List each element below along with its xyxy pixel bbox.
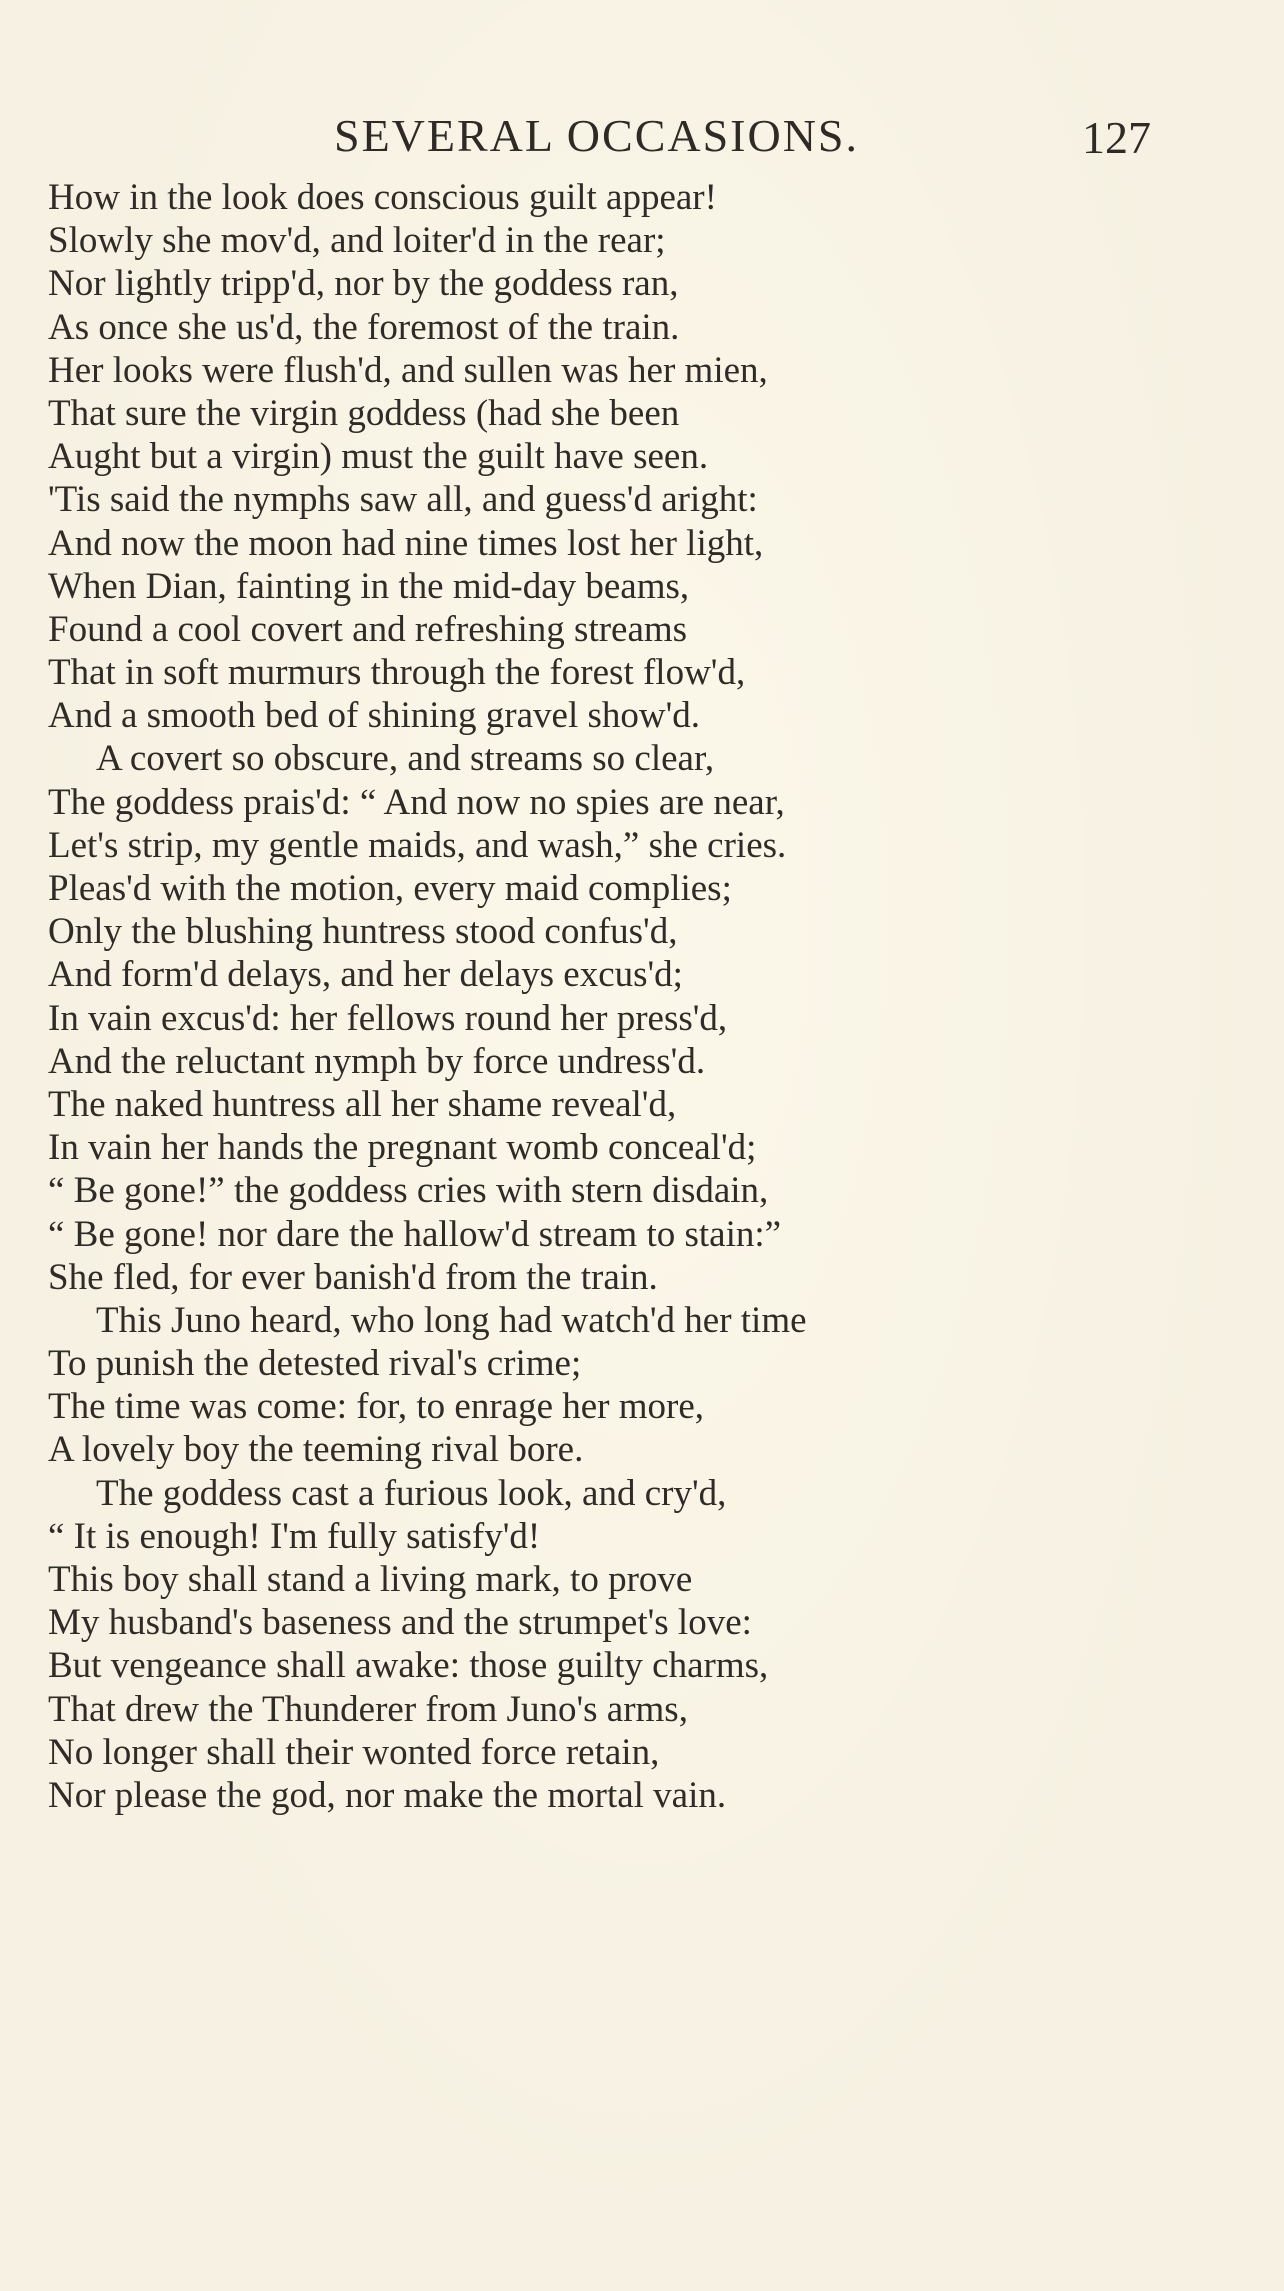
poem-line: In vain excus'd: her fellows round her press'd, xyxy=(48,997,728,1039)
poem-line: And form'd delays, and her delays excus'd; xyxy=(48,954,683,996)
poem-line: And now the moon had nine times lost her light, xyxy=(48,522,764,564)
poem-line: My husband's baseness and the strumpet's love: xyxy=(48,1602,752,1644)
poem-line: In vain her hands the pregnant womb conceal'd; xyxy=(48,1127,757,1169)
poem-line: To punish the detested rival's crime; xyxy=(48,1343,582,1385)
poem-line: She fled, for ever banish'd from the train. xyxy=(48,1256,658,1298)
poem-line: Her looks were flush'd, and sullen was her mien, xyxy=(48,349,768,391)
poem-line: How in the look does conscious guilt appear! xyxy=(48,177,717,218)
poem-line: “ It is enough! I'm fully satisfy'd! xyxy=(48,1515,541,1557)
poem-line: “ Be gone! nor dare the hallow'd stream to stain:” xyxy=(48,1213,782,1255)
poem-line: 'Tis said the nymphs saw all, and guess'd aright: xyxy=(48,479,758,521)
poem-line: Let's strip, my gentle maids, and wash,” she cries. xyxy=(48,824,787,866)
page-header xyxy=(0,108,1284,164)
poem-line: That in soft murmurs through the forest flow'd, xyxy=(48,652,746,694)
poem-line: That sure the virgin goddess (had she been xyxy=(48,392,680,434)
page-number: 127 xyxy=(1082,112,1151,163)
poem-line: And a smooth bed of shining gravel show'd. xyxy=(48,695,701,737)
poem-line: Aught but a virgin) must the guilt have seen. xyxy=(48,436,709,478)
poem-line: A covert so obscure, and streams so clear, xyxy=(96,738,715,780)
poem-line: This Juno heard, who long had watch'd her time xyxy=(96,1299,807,1341)
poem-line: The goddess prais'd: “ And now no spies are near, xyxy=(48,781,785,823)
poem-line: No longer shall their wonted force retain, xyxy=(48,1731,660,1773)
poem-line: A lovely boy the teeming rival bore. xyxy=(48,1429,584,1471)
poem-line: Found a cool covert and refreshing streams xyxy=(48,608,688,650)
poem-line: The goddess cast a furious look, and cry'd, xyxy=(96,1472,727,1514)
poem-line: And the reluctant nymph by force undress'd. xyxy=(48,1040,706,1082)
poem-line: But vengeance shall awake: those guilty charms, xyxy=(48,1645,769,1687)
poem-line: This boy shall stand a living mark, to prove xyxy=(48,1559,693,1600)
poem-line: That drew the Thunderer from Juno's arms, xyxy=(48,1688,688,1730)
poem-line: Only the blushing huntress stood confus'd, xyxy=(48,911,678,953)
poem-line: As once she us'd, the foremost of the train. xyxy=(48,306,680,348)
running-head: SEVERAL OCCASIONS. xyxy=(334,110,860,161)
poem-body xyxy=(48,176,1248,1817)
poem-line: When Dian, fainting in the mid-day beams, xyxy=(48,565,690,607)
poem-line: Slowly she mov'd, and loiter'd in the rear; xyxy=(48,220,666,262)
poem-line: Nor please the god, nor make the mortal vain. xyxy=(48,1774,727,1816)
poem-line: The naked huntress all her shame reveal'd, xyxy=(48,1083,677,1125)
poem-line: The time was come: for, to enrage her more, xyxy=(48,1386,705,1428)
poem-line: Nor lightly tripp'd, nor by the goddess ran, xyxy=(48,263,679,305)
poem-line: Pleas'd with the motion, every maid complies; xyxy=(48,868,732,909)
poem-line: “ Be gone!” the goddess cries with stern disdain, xyxy=(48,1170,769,1212)
